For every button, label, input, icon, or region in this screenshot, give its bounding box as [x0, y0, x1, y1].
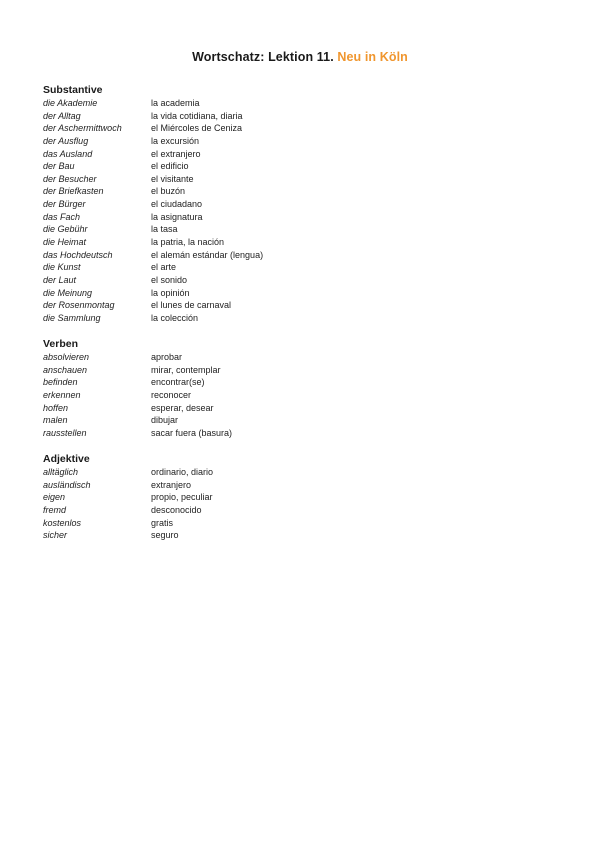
spanish-translation: extranjero [151, 479, 192, 490]
title-main: Wortschatz: Lektion 11. [192, 50, 334, 64]
vocab-entry [43, 491, 563, 504]
vocab-entry [43, 529, 563, 542]
spanish-translation: la tasa [151, 224, 178, 235]
vocab-entry [43, 223, 563, 236]
vocab-entry [43, 466, 563, 479]
spanish-translation: el alemán estándar (lengua) [151, 249, 264, 260]
spanish-translation: la colección [151, 312, 199, 323]
spanish-translation: el arte [151, 262, 177, 273]
spanish-translation: la vida cotidiana, diaria [151, 110, 243, 121]
spanish-translation: propio, peculiar [151, 492, 213, 503]
vocab-entry [43, 287, 563, 300]
vocab-entry [43, 160, 563, 173]
german-term: alltäglich [43, 467, 79, 477]
vocab-entry [43, 135, 563, 148]
german-term: die Akademie [43, 98, 98, 108]
spanish-translation: gratis [151, 517, 174, 528]
vocab-list [43, 97, 563, 325]
vocab-entry [43, 402, 563, 415]
german-term: der Bau [43, 161, 75, 172]
spanish-translation: dibujar [151, 415, 179, 426]
spanish-translation: aprobar [151, 352, 183, 362]
german-term: erkennen [43, 389, 81, 400]
section-heading: Adjektive [43, 453, 90, 465]
vocab-entry [43, 110, 563, 123]
spanish-translation: el buzón [151, 186, 186, 197]
vocab-entry [43, 122, 563, 135]
german-term: die Gebühr [43, 224, 88, 235]
german-term: der Alltag [43, 110, 81, 121]
german-term: hoffen [43, 402, 69, 413]
vocab-entry [43, 148, 563, 161]
german-term: das Ausland [43, 148, 93, 159]
vocab-list [43, 351, 563, 439]
german-term: die Meinung [43, 287, 93, 298]
title-accent: Neu in Köln [337, 50, 408, 64]
german-term: der Besucher [43, 173, 97, 184]
vocab-entry [43, 261, 563, 274]
spanish-translation: el extranjero [151, 148, 201, 159]
spanish-translation: seguro [151, 530, 179, 541]
german-term: ausländisch [43, 479, 91, 490]
spanish-translation: la academia [151, 98, 200, 108]
german-term: der Rosenmontag [43, 300, 115, 311]
spanish-translation: esperar, desear [151, 402, 214, 413]
vocab-entry [43, 351, 563, 364]
german-term: sicher [43, 530, 68, 541]
vocab-entry [43, 427, 563, 440]
spanish-translation: el visitante [151, 173, 194, 184]
spanish-translation: mirar, contemplar [151, 364, 221, 375]
spanish-translation: la patria, la nación [151, 237, 225, 248]
vocab-entry [43, 299, 563, 312]
vocab-entry [43, 249, 563, 262]
vocab-entry [43, 389, 563, 402]
german-term: der Laut [43, 274, 77, 285]
section-nouns [43, 84, 563, 325]
vocab-entry [43, 185, 563, 198]
section-verbs [43, 338, 563, 439]
vocab-entry [43, 364, 563, 377]
vocab-entry [43, 274, 563, 287]
vocab-entry [43, 97, 563, 110]
spanish-translation: la opinión [151, 287, 190, 298]
spanish-translation: ordinario, diario [151, 467, 214, 477]
german-term: anschauen [43, 364, 88, 375]
spanish-translation: el edificio [151, 161, 189, 172]
german-term: der Aschermittwoch [43, 123, 122, 134]
spanish-translation: el lunes de carnaval [151, 300, 232, 311]
spanish-translation: desconocido [151, 504, 202, 515]
german-term: eigen [43, 492, 66, 503]
section-heading: Verben [43, 338, 79, 350]
german-term: befinden [43, 377, 78, 388]
german-term: das Fach [43, 211, 81, 222]
german-term: die Sammlung [43, 312, 101, 323]
vocab-entry [43, 236, 563, 249]
vocab-entry [43, 479, 563, 492]
vocab-entry [43, 198, 563, 211]
german-term: die Kunst [43, 262, 81, 273]
spanish-translation: el Miércoles de Ceniza [151, 123, 243, 134]
spanish-translation: el sonido [151, 274, 188, 285]
vocab-entry [43, 312, 563, 325]
german-term: rausstellen [43, 427, 87, 438]
vocab-entry [43, 376, 563, 389]
spanish-translation: la asignatura [151, 211, 203, 222]
vocab-entry [43, 211, 563, 224]
german-term: fremd [43, 504, 67, 515]
german-term: die Heimat [43, 237, 87, 248]
german-term: malen [43, 415, 68, 426]
vocab-entry [43, 173, 563, 186]
spanish-translation: el ciudadano [151, 199, 203, 210]
page-title [0, 50, 600, 64]
german-term: absolvieren [43, 352, 90, 362]
vocab-entry [43, 517, 563, 530]
german-term: der Ausflug [43, 135, 89, 146]
vocab-list [43, 466, 563, 542]
german-term: kostenlos [43, 517, 82, 528]
vocab-entry [43, 414, 563, 427]
german-term: das Hochdeutsch [43, 249, 113, 260]
vocab-entry [43, 504, 563, 517]
german-term: der Briefkasten [43, 186, 104, 197]
spanish-translation: encontrar(se) [151, 377, 205, 388]
spanish-translation: la excursión [151, 135, 200, 146]
section-adjectives [43, 453, 563, 542]
spanish-translation: sacar fuera (basura) [151, 427, 233, 438]
spanish-translation: reconocer [151, 389, 192, 400]
section-heading: Substantive [43, 84, 103, 96]
german-term: der Bürger [43, 199, 86, 210]
